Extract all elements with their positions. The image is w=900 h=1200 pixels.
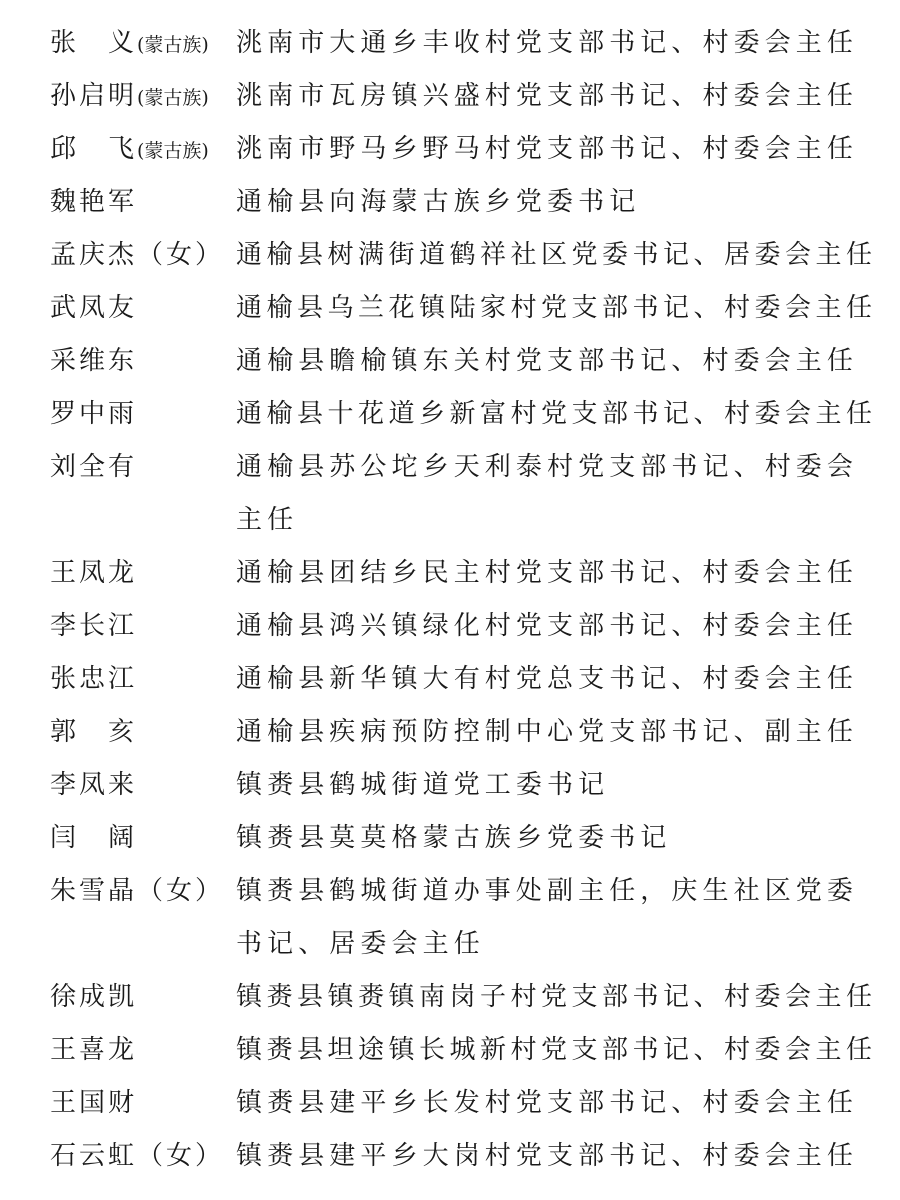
position-title: 通榆县向海蒙古族乡党委书记 — [236, 187, 641, 217]
person-name — [50, 335, 137, 388]
person-name-text: 石云虹（女） — [50, 1141, 225, 1171]
list-item — [0, 600, 900, 653]
list-item — [0, 706, 900, 759]
person-name-text: 张忠江 — [50, 664, 138, 694]
position-title: 镇赉县莫莫格蒙古族乡党委书记 — [236, 823, 672, 853]
list-item — [0, 1077, 900, 1130]
person-name-text: 王国财 — [50, 1088, 138, 1118]
list-item — [0, 547, 900, 600]
person-name — [50, 812, 137, 865]
list-item — [0, 865, 900, 971]
list-item — [0, 176, 900, 229]
person-name-text: 李长江 — [50, 611, 138, 641]
person-name — [50, 971, 137, 1024]
list-item — [0, 282, 900, 335]
position-title: 通榆县新华镇大有村党总支书记、村委会主任 — [236, 664, 859, 694]
position-title: 通榆县疾病预防控制中心党支部书记、副主任 — [236, 717, 859, 747]
person-name — [50, 176, 137, 229]
list-item — [0, 335, 900, 388]
person-name — [50, 1130, 224, 1183]
list-item — [0, 971, 900, 1024]
list-item — [0, 759, 900, 812]
position-title: 洮南市野马乡野马村党支部书记、村委会主任 — [236, 134, 859, 164]
person-name — [50, 706, 137, 759]
person-name-text: 孙启明 — [50, 81, 138, 111]
person-name — [50, 547, 137, 600]
person-name-text: 王喜龙 — [50, 1035, 138, 1065]
person-name — [50, 388, 137, 441]
person-name — [50, 759, 137, 812]
position-title: 洮南市大通乡丰收村党支部书记、村委会主任 — [236, 28, 859, 58]
person-name-text: 魏艳军 — [50, 187, 138, 217]
person-name — [50, 865, 224, 918]
position-title: 通榆县团结乡民主村党支部书记、村委会主任 — [236, 558, 859, 588]
list-item — [0, 441, 900, 547]
person-name-text: 孟庆杰（女） — [50, 240, 225, 270]
position-title: 通榆县树满街道鹤祥社区党委书记、居委会主任 — [236, 240, 877, 270]
list-item — [0, 70, 900, 123]
person-name-text: 李凤来 — [50, 770, 138, 800]
person-name-text: 徐成凯 — [50, 982, 138, 1012]
person-name — [50, 123, 209, 178]
person-name — [50, 653, 137, 706]
list-item — [0, 123, 900, 176]
list-item — [0, 229, 900, 282]
list-item — [0, 812, 900, 865]
position-title: 通榆县鸿兴镇绿化村党支部书记、村委会主任 — [236, 611, 859, 641]
person-name-text: 闫 阔 — [50, 823, 138, 853]
person-name — [50, 600, 137, 653]
position-title: 镇赉县建平乡大岗村党支部书记、村委会主任 — [236, 1141, 859, 1171]
ethnicity-note: (蒙古族) — [137, 140, 209, 162]
position-title: 通榆县乌兰花镇陆家村党支部书记、村委会主任 — [236, 293, 877, 323]
person-name-text: 邱 飞 — [50, 134, 138, 164]
person-name — [50, 70, 209, 125]
position-title: 通榆县瞻榆镇东关村党支部书记、村委会主任 — [236, 346, 859, 376]
person-name-text: 朱雪晶（女） — [50, 876, 225, 906]
position-title-continued: 书记、居委会主任 — [236, 929, 485, 959]
position-title: 洮南市瓦房镇兴盛村党支部书记、村委会主任 — [236, 81, 859, 111]
person-name — [50, 441, 137, 494]
list-item — [0, 17, 900, 70]
position-title: 镇赉县鹤城街道办事处副主任，庆生社区党委 — [236, 876, 859, 906]
position-title: 通榆县苏公坨乡天利泰村党支部书记、村委会 — [236, 452, 859, 482]
list-item — [0, 1024, 900, 1077]
person-name-text: 郭 亥 — [50, 717, 138, 747]
position-title: 镇赉县鹤城街道党工委书记 — [236, 770, 610, 800]
position-title-continued: 主任 — [236, 505, 299, 535]
position-title: 镇赉县镇赉镇南岗子村党支部书记、村委会主任 — [236, 982, 877, 1012]
position-title: 镇赉县建平乡长发村党支部书记、村委会主任 — [236, 1088, 859, 1118]
person-name — [50, 229, 224, 282]
person-name-text: 王凤龙 — [50, 558, 138, 588]
person-name-text: 刘全有 — [50, 452, 138, 482]
list-item — [0, 388, 900, 441]
ethnicity-note: (蒙古族) — [137, 34, 209, 56]
list-item — [0, 1130, 900, 1183]
person-name — [50, 282, 137, 335]
person-name — [50, 1077, 137, 1130]
person-name — [50, 17, 209, 72]
person-name — [50, 1024, 137, 1077]
person-name-text: 罗中雨 — [50, 399, 138, 429]
person-name-text: 张 义 — [50, 28, 138, 58]
person-name-text: 采维东 — [50, 346, 138, 376]
person-name-text: 武凤友 — [50, 293, 138, 323]
position-title: 通榆县十花道乡新富村党支部书记、村委会主任 — [236, 399, 877, 429]
position-title: 镇赉县坦途镇长城新村党支部书记、村委会主任 — [236, 1035, 877, 1065]
ethnicity-note: (蒙古族) — [137, 87, 209, 109]
list-item — [0, 653, 900, 706]
